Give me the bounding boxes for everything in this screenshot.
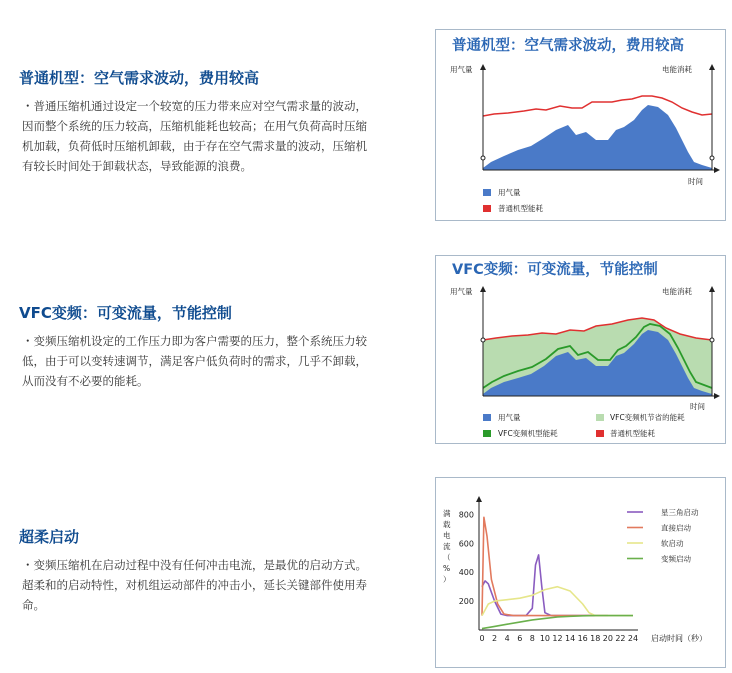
chart-standard-left-marker <box>481 156 485 160</box>
x-tick-label: 2 <box>492 634 498 643</box>
series-line-2 <box>482 587 633 616</box>
chart-soft-start-y-arrow <box>476 496 482 502</box>
y-label-char: 流 <box>443 542 451 551</box>
chart-vfc-title: VFC变频：可变流量，节能控制 <box>452 262 658 278</box>
series-line-3 <box>482 616 633 629</box>
section-title-vfc: VFC变频：可变流量，节能控制 <box>19 304 232 322</box>
legend-label-vfc-consumption: VFC变频机型能耗 <box>498 429 558 438</box>
legend-swatch-vfc-consumption <box>483 430 491 437</box>
y-label-char: 电 <box>443 531 451 540</box>
legend-label-2: 软启动 <box>661 539 684 548</box>
section-title-standard: 普通机型：空气需求波动，费用较高 <box>19 69 260 87</box>
chart-standard-x-label: 时间 <box>688 177 703 186</box>
x-tick-label: 6 <box>517 634 523 643</box>
chart-soft-start-svg <box>436 478 725 667</box>
chart-soft-start-y-label <box>443 508 451 584</box>
x-tick-label: 12 <box>552 634 563 643</box>
legend-label-0: 星三角启动 <box>661 508 699 517</box>
y-label-char: 载 <box>443 520 451 529</box>
chart-standard-right-marker <box>710 156 714 160</box>
chart-standard-title: 普通机型：空气需求波动，费用较高 <box>452 38 684 54</box>
legend-swatch-vfc-savings <box>596 414 604 421</box>
legend-swatch-vfc-standard <box>596 430 604 437</box>
chart-standard-consumption-line <box>483 96 712 116</box>
section-body-standard: ・普通压缩机通过设定一个较宽的压力带来应对空气需求量的波动，因而整个系统的压力较高，压缩机能耗也较高；在用气负荷高时压缩机加载，负荷低时压缩机卸载，由于存在空气需求量的波动，压缩机有较长时间处于卸载状态，导致能源的浪费。 <box>22 99 367 173</box>
section-body-soft-start: ・变频压缩机在启动过程中没有任何冲击电流，是最优的启动方式。超柔和的启动特性，对机组运动部件的冲击小，延长关键部件使用寿命。 <box>22 558 367 612</box>
y-tick-label: 600 <box>458 539 474 549</box>
y-tick-label: 200 <box>458 597 474 607</box>
legend-label-demand: 用气量 <box>498 188 521 197</box>
x-tick-label: 18 <box>590 634 601 643</box>
legend-label-3: 变频启动 <box>661 554 691 564</box>
chart-standard-panel <box>435 29 726 221</box>
legend-swatch-standard-consumption <box>483 205 491 212</box>
chart-standard-svg <box>436 30 725 220</box>
section-body-vfc: ・变频压缩机设定的工作压力即为客户需要的压力，整个系统压力较低，由于可以变转速调节，满足客户低负荷时的需求，几乎不卸载，从而没有不必要的能耗。 <box>22 334 367 388</box>
chart-standard-demand-area <box>483 105 712 170</box>
chart-vfc-y2-arrow <box>709 286 715 292</box>
legend-label-1: 直接启动 <box>661 523 691 533</box>
legend-swatch-demand <box>483 189 491 196</box>
chart-vfc-y-label: 用气量 <box>450 287 473 296</box>
section-title-soft-start: 超柔启动 <box>19 528 80 546</box>
chart-standard-y-arrow <box>480 64 486 70</box>
x-tick-label: 10 <box>539 634 551 643</box>
y-label-char: % <box>443 564 451 573</box>
y-label-char: （ <box>443 553 451 562</box>
chart-soft-start-panel <box>435 477 726 668</box>
x-tick-label: 22 <box>615 634 626 643</box>
legend-label-vfc-demand: 用气量 <box>498 413 521 422</box>
legend-swatch-vfc-demand <box>483 414 491 421</box>
chart-standard-y-label: 用气量 <box>450 65 473 74</box>
chart-vfc-x-arrow <box>714 393 720 399</box>
x-tick-label: 0 <box>479 634 485 643</box>
y-label-char: ） <box>443 575 451 584</box>
chart-vfc-left-marker <box>481 338 485 342</box>
y-label-char: 满 <box>443 509 451 518</box>
x-tick-label: 4 <box>504 634 510 643</box>
chart-vfc-svg <box>436 256 725 443</box>
chart-standard-x-arrow <box>714 167 720 173</box>
x-tick-label: 16 <box>577 634 588 643</box>
chart-vfc-x-label: 时间 <box>690 402 705 411</box>
y-tick-label: 400 <box>458 568 474 578</box>
chart-standard-y2-label: 电能消耗 <box>662 65 692 74</box>
chart-standard-y2-arrow <box>709 64 715 70</box>
x-tick-label: 8 <box>529 634 535 643</box>
chart-vfc-right-marker <box>710 338 714 342</box>
x-tick-label: 20 <box>602 634 613 643</box>
chart-vfc-y2-label: 电能消耗 <box>662 287 692 296</box>
legend-label-standard-consumption: 普通机型能耗 <box>498 204 543 213</box>
x-tick-label: 24 <box>627 634 639 643</box>
chart-soft-start-x-label: 启动时间（秒） <box>651 634 707 643</box>
legend-label-vfc-savings: VFC变频机节省的能耗 <box>610 413 685 422</box>
chart-vfc-panel <box>435 255 726 444</box>
x-tick-label: 14 <box>564 634 576 643</box>
y-tick-label: 800 <box>458 510 474 520</box>
chart-vfc-y-arrow <box>480 286 486 292</box>
legend-label-vfc-standard: 普通机型能耗 <box>610 429 655 438</box>
